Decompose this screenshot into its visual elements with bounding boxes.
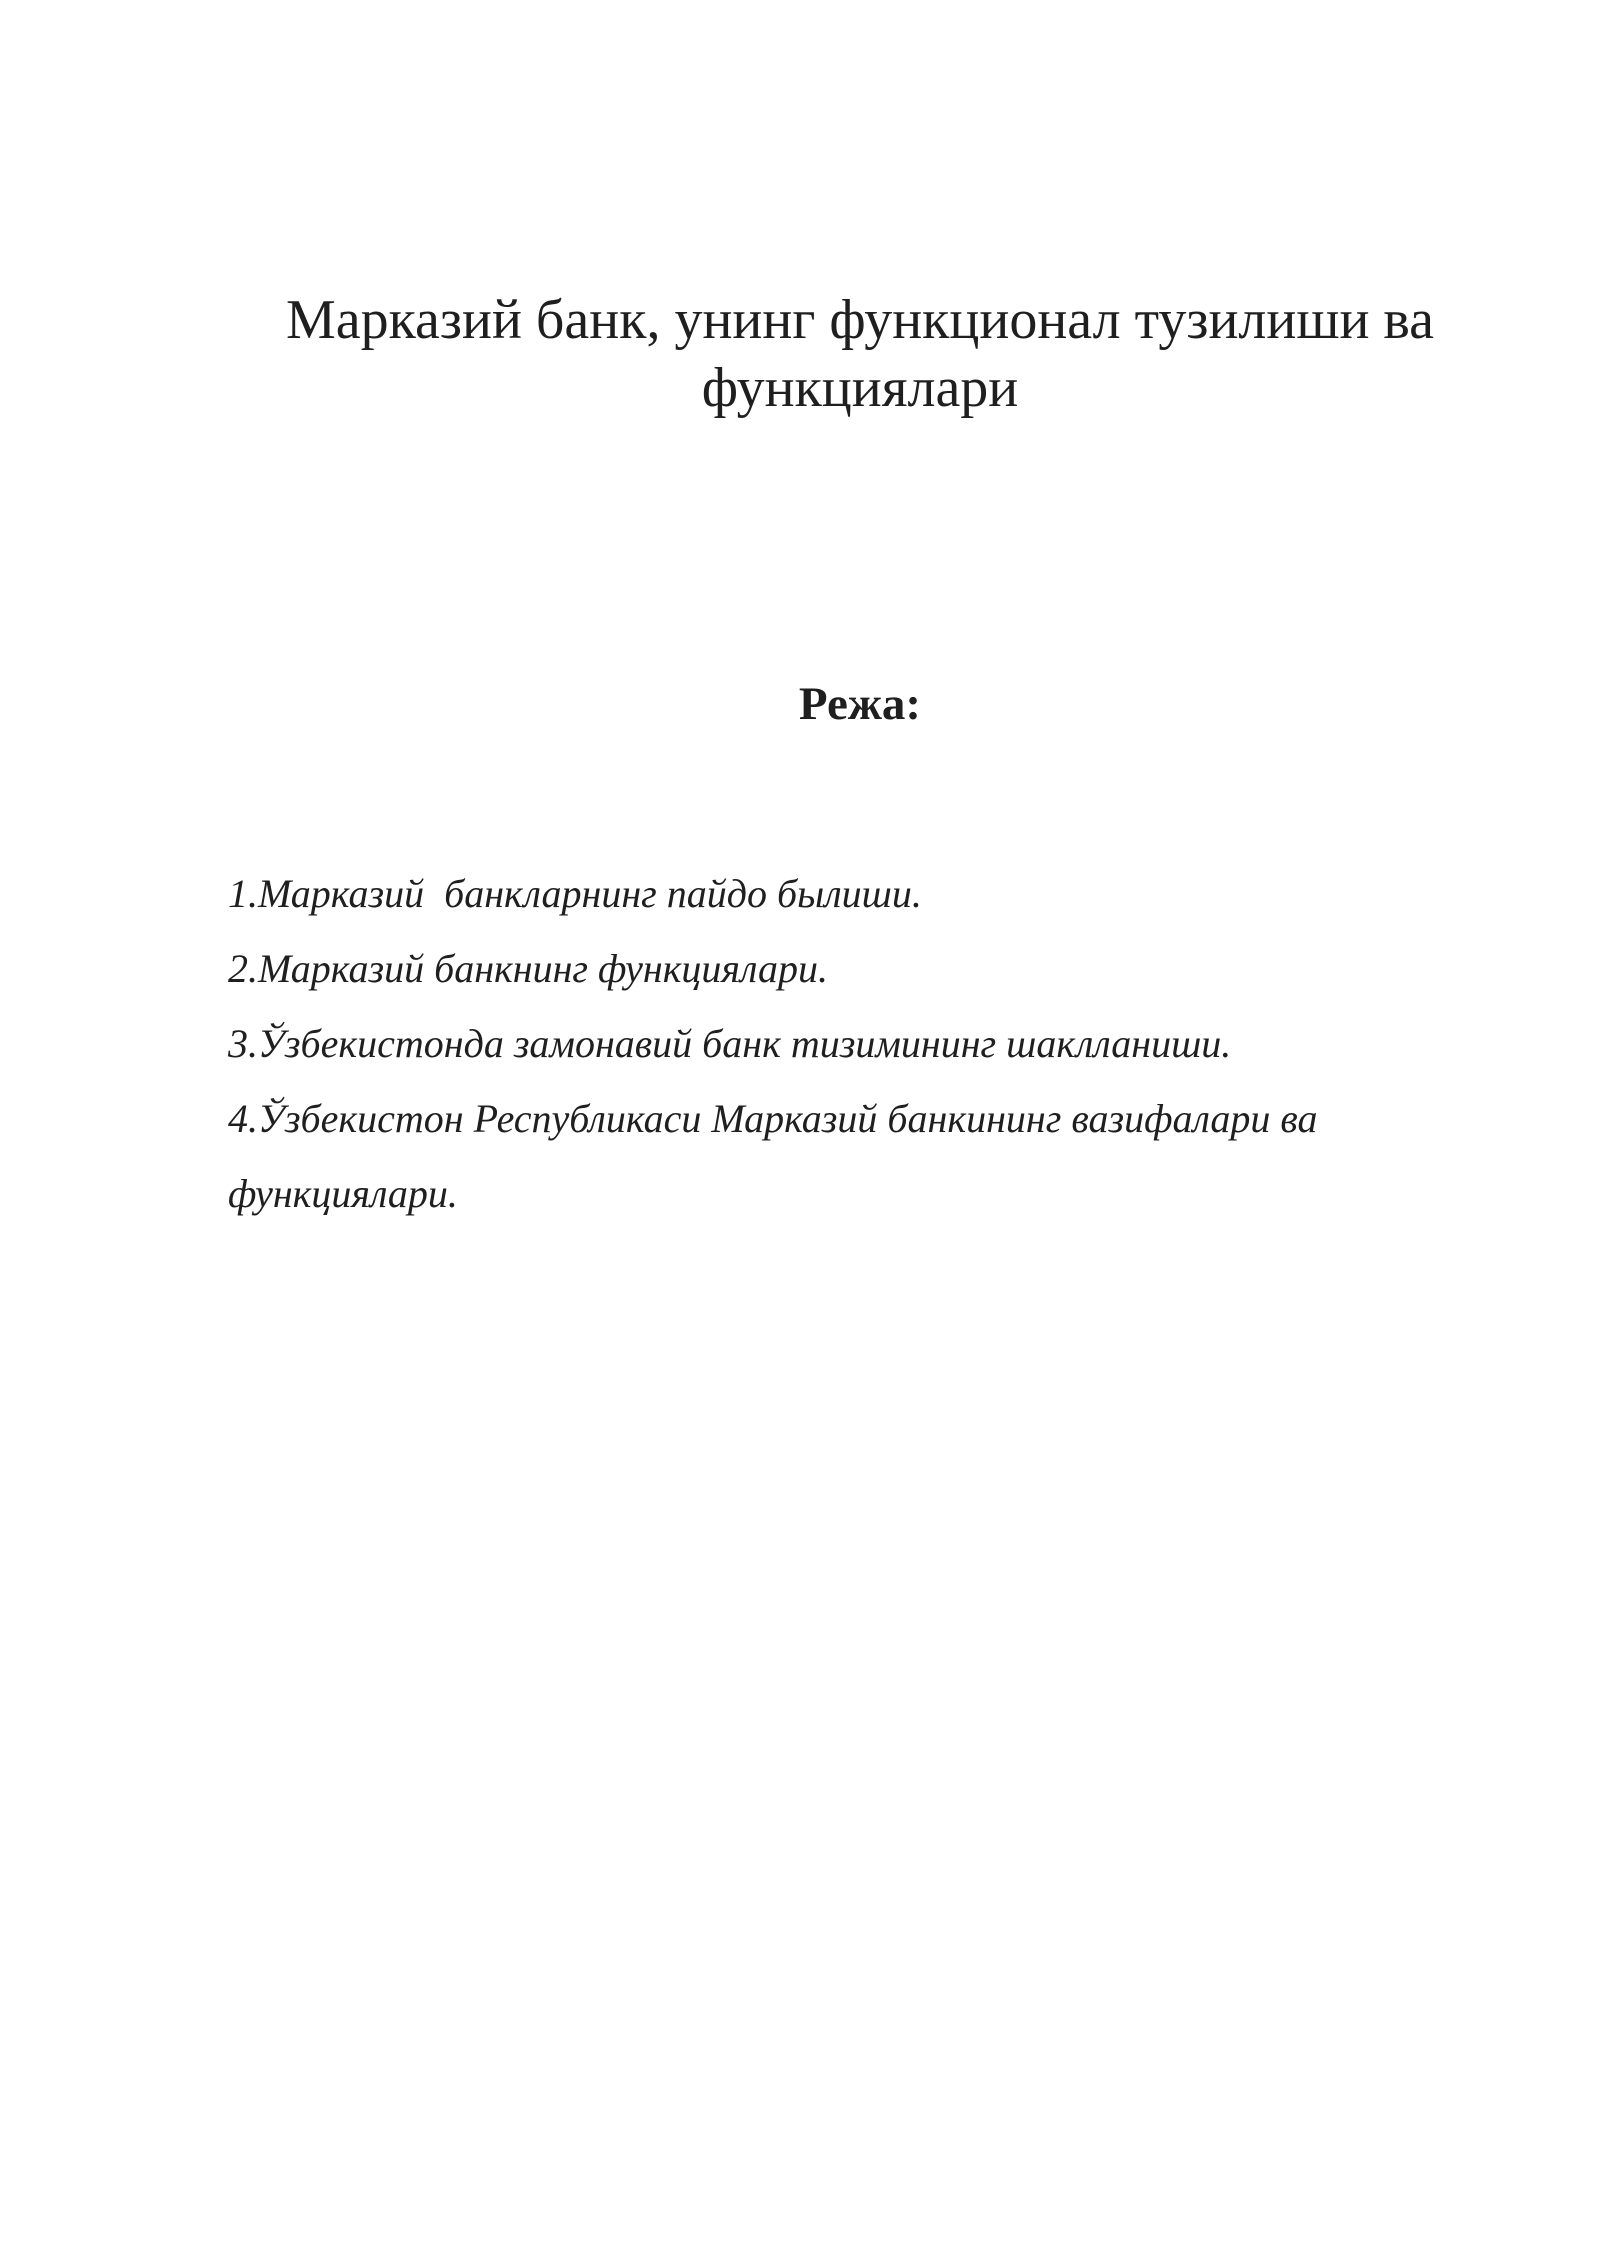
plan-item: 2.Марказий банкнинг функциялари. [228, 946, 828, 991]
plan-list [228, 856, 1458, 1231]
plan-item: 4.Ўзбекистон Республикаси Марказий банкининг вазифалари ва функциялари. [228, 1096, 1328, 1216]
plan-heading: Режа: [798, 678, 922, 730]
document-title: Марказий банк, унинг функционал тузилиши ва функциялари [286, 289, 1434, 419]
plan-item: 3.Ўзбекистонда замонавий банк тизимининг шаклланиши. [228, 1021, 1232, 1066]
plan-item: 1.Марказий банкларнинг пайдо былиши. [228, 871, 922, 916]
